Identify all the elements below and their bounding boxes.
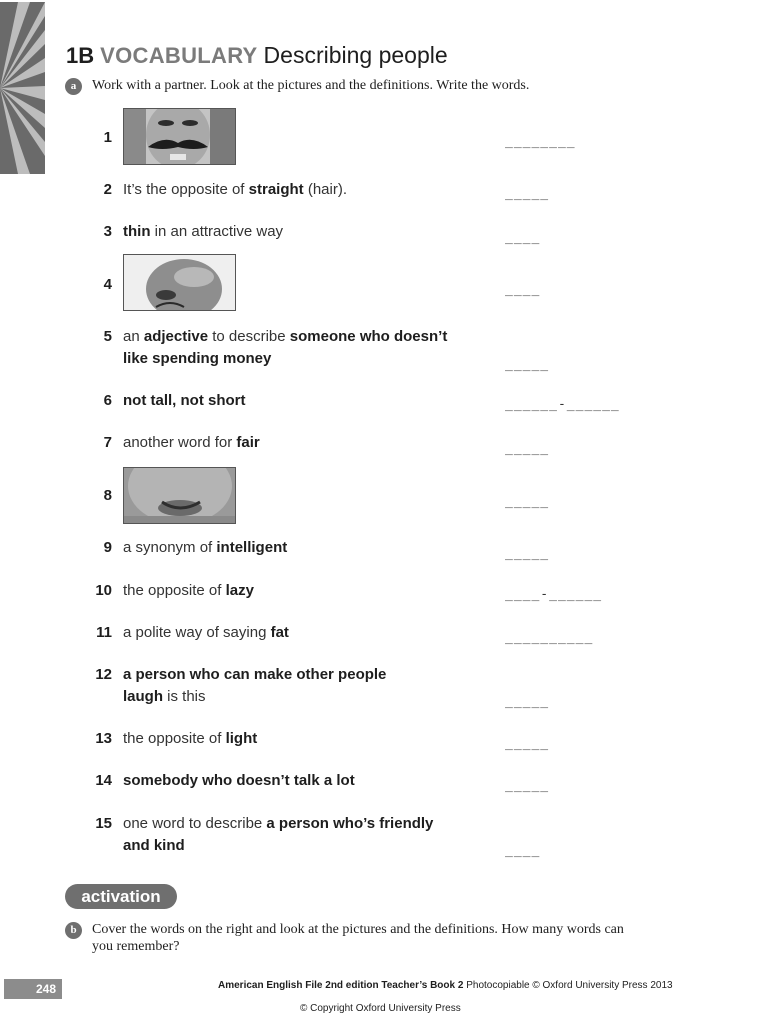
sunburst-decoration bbox=[0, 2, 45, 174]
item-number: 6 bbox=[103, 392, 112, 409]
item-definition: one word to describe a person who’s friendly and kind bbox=[123, 815, 434, 854]
part-b-instruction: Cover the words on the right and look at the pictures and the definitions. How many words can you remember? bbox=[92, 922, 624, 954]
item-definition: somebody who doesn’t talk a lot bbox=[123, 772, 355, 789]
item-number: 5 bbox=[103, 328, 112, 345]
item-number: 7 bbox=[103, 434, 112, 451]
footer-credit: American English File 2nd edition Teacher’s Book 2 Photocopiable © Oxford University Press 2013 bbox=[218, 980, 673, 991]
item-number: 12 bbox=[95, 666, 112, 683]
answer-blank: ____ bbox=[505, 282, 541, 297]
part-a-instruction: Work with a partner. Look at the pictures and the definitions. Write the words. bbox=[92, 78, 530, 93]
answer-blank: _____ bbox=[505, 778, 550, 793]
item-number: 9 bbox=[103, 539, 112, 556]
answer-blank: _____ bbox=[505, 694, 550, 709]
item-definition: a polite way of saying fat bbox=[123, 624, 289, 641]
answer-blank: _____ bbox=[505, 186, 550, 201]
item-number: 15 bbox=[95, 815, 112, 832]
item-definition: an adjective to describe someone who doesn’t like spending money bbox=[123, 328, 448, 367]
activation-badge: activation bbox=[65, 884, 177, 909]
answer-blank: __________ bbox=[505, 630, 594, 645]
page-title: Describing people bbox=[263, 42, 448, 68]
photo-moustache bbox=[123, 108, 236, 165]
item-number: 10 bbox=[95, 582, 112, 599]
item-definition: the opposite of light bbox=[123, 730, 258, 747]
answer-blank: ______-______ bbox=[505, 397, 620, 412]
photo-smiling-face bbox=[123, 467, 236, 524]
item-number: 13 bbox=[95, 730, 112, 747]
answer-blank: _____ bbox=[505, 736, 550, 751]
part-a-marker: a bbox=[65, 78, 82, 95]
answer-blank: _____ bbox=[505, 357, 550, 372]
answer-blank: ____-______ bbox=[505, 587, 603, 602]
item-definition: It’s the opposite of straight (hair). bbox=[123, 181, 347, 198]
item-number: 4 bbox=[103, 276, 112, 293]
item-number: 2 bbox=[103, 181, 112, 198]
answer-blank: _____ bbox=[505, 494, 550, 509]
answer-blank: _____ bbox=[505, 441, 550, 456]
item-definition: a person who can make other people laugh is this bbox=[123, 666, 387, 705]
copyright-notice: © Copyright Oxford University Press bbox=[300, 1003, 461, 1014]
item-definition: thin in an attractive way bbox=[123, 223, 284, 240]
item-number: 14 bbox=[95, 772, 112, 789]
item-definition: not tall, not short bbox=[123, 392, 246, 409]
item-number: 11 bbox=[96, 624, 112, 641]
item-number: 8 bbox=[103, 487, 112, 504]
answer-blank: ____ bbox=[505, 230, 541, 245]
item-definition: another word for fair bbox=[123, 434, 260, 451]
item-definition: a synonym of intelligent bbox=[123, 539, 288, 556]
answer-blank: _____ bbox=[505, 546, 550, 561]
answer-blank: ________ bbox=[505, 134, 576, 149]
section-label: VOCABULARY bbox=[100, 43, 258, 68]
part-b-marker: b bbox=[65, 922, 82, 939]
lesson-code: 1B bbox=[66, 43, 95, 68]
answer-blank: ____ bbox=[505, 843, 541, 858]
page-header bbox=[66, 40, 448, 74]
photo-bald-man bbox=[123, 254, 236, 311]
item-number: 1 bbox=[103, 129, 112, 146]
item-definition: the opposite of lazy bbox=[123, 582, 254, 599]
page-number: 248 bbox=[4, 979, 62, 999]
item-number: 3 bbox=[103, 223, 112, 240]
